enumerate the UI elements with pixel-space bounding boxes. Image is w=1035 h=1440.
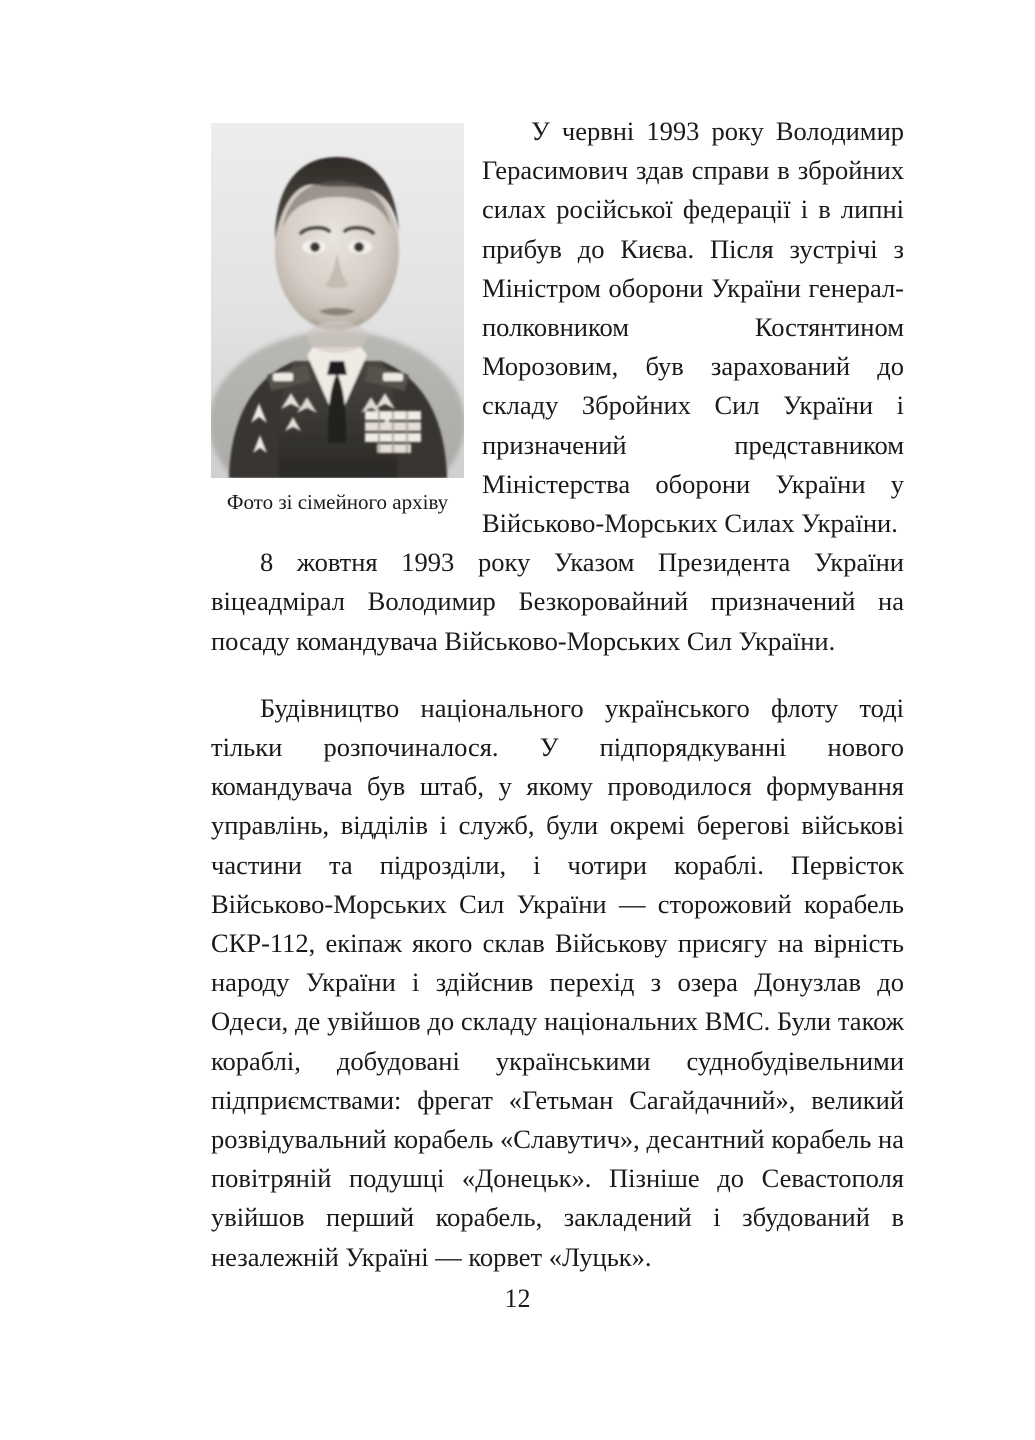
paragraph-second: 8 жовтня 1993 року Указом Президента України віцеадмірал Володимир Безкоровайний призначений на посаду командувача Військово-Морських Сил України. (211, 547, 904, 656)
text-column (211, 112, 904, 1277)
paragraph-third: Будівництво національного українського флоту тоді тільки розпочиналося. У підпорядкуванні нового командувача був штаб, у якому проводилося формування управлінь, відділів і служб, були окремі берегові військові частини та підрозділи, і чотири кораблі. Первісток Військово-Морських Сил України — сторожовий корабель СКР-112, екіпаж якого склав Військову присягу на вірність народу України і здійснив перехід з озера Донузлав до Одеси, де увійшов до складу національних ВМС. Були також кораблі, добудовані українськими суднобудівельними підприємствами: фрегат «Гетьман Сагайдачний», великий розвідувальний корабель «Славутич», десантний корабель на повітряній подушці «Донецьк». Пізніше до Севастополя увійшов перший корабель, закладений і збудований в незалежній Україні — корвет «Луцьк». (211, 692, 904, 1272)
paragraph-spacer (211, 661, 904, 689)
paragraph-first-text: У червні 1993 року Володимир Герасимович здав справи в збройних силах російської федерації і в липні прибув до Києва. Після зустрічі з Міністром оборони України генерал-полковником Костянтином Морозовим, був зарахований до складу Збройних Сил України і призначений представником Міністерства оборони України у Військово-Морських Силах України. (482, 116, 904, 539)
portrait-photo (211, 123, 464, 478)
figure-caption: Фото зі сімейного архіву (226, 490, 449, 514)
figure-photo-block (211, 123, 464, 517)
page-number: 12 (504, 1284, 531, 1313)
portrait-photo-graphic (211, 123, 464, 478)
paragraph-first (211, 112, 904, 543)
